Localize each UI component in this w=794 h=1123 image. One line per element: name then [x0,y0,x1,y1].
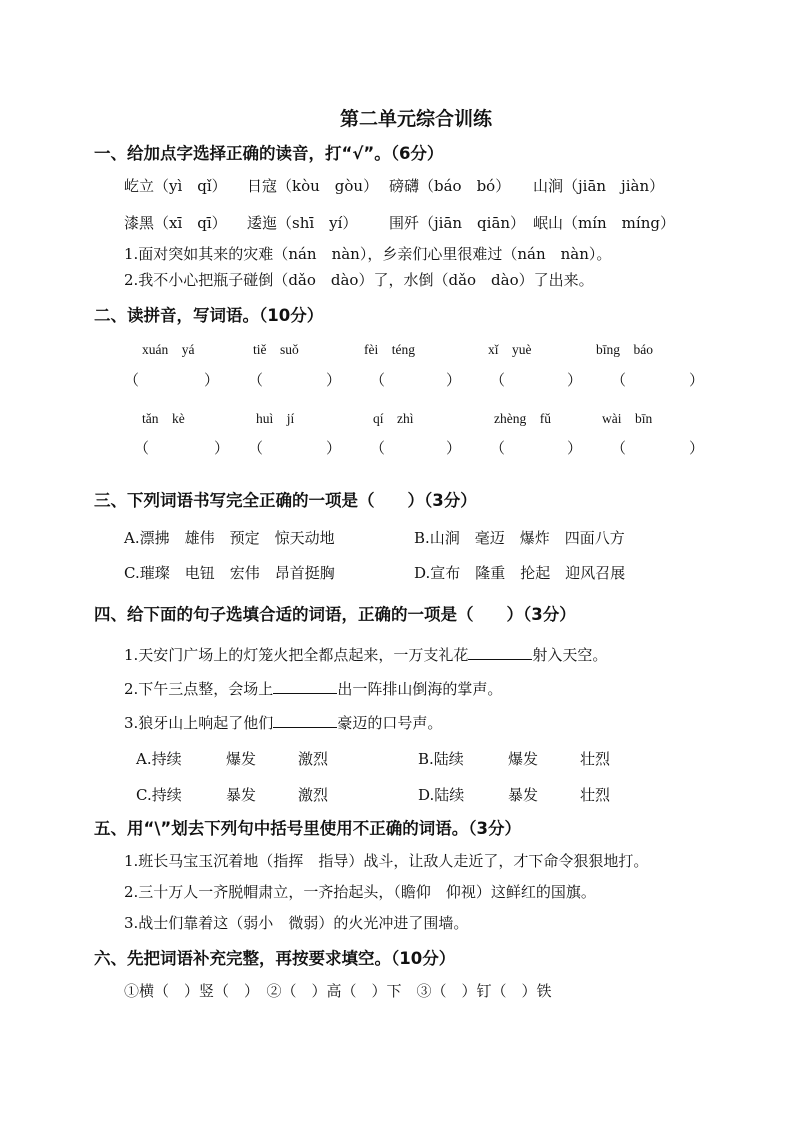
answer-left-paren: （ [611,371,627,389]
option-b-word: 爆发 [508,750,539,768]
option-b-word: B.陆续 [418,750,464,768]
pinyin-label: qí zhì [373,411,414,426]
q2-text: 2.下午三点整，会场上 [124,680,274,698]
s1-item: 逶迤（shī yí） [247,214,358,232]
section-1-heading: 一、给加点字选择正确的读音，打“√”。（6分） [94,144,444,163]
s1-item: 岷山（mín míng） [533,214,675,232]
answer-left-paren: （ [370,371,386,389]
option-c-word: C.持续 [136,786,182,804]
option-d-word: 壮烈 [580,786,611,804]
answer-left-paren: （ [248,371,264,389]
pinyin-label: tǎn kè [142,411,185,426]
answer-left-paren: （ [490,439,506,457]
pinyin-label: wài bīn [602,411,653,426]
answer-left-paren: （ [611,439,627,457]
option-c-word: 暴发 [226,786,257,804]
option-d-word: D.陆续 [418,786,465,804]
answer-right-paren: ） [446,371,462,389]
option-a-word: A.持续 [136,750,182,768]
s4-question-2 [124,678,502,699]
s1-item: 漆黑（xī qī） [124,214,227,232]
s1-sentence: 2.我不小心把瓶子碰倒（dǎo dào）了，水倒（dǎo dào）了出来。 [124,271,594,289]
s1-item: 磅礴（báo bó） [389,177,511,195]
pinyin-label: huì jí [256,411,295,426]
pinyin-label: bīng báo [596,342,653,357]
option-a-word: 爆发 [226,750,257,768]
pinyin-label: fèi téng [364,342,415,357]
answer-left-paren: （ [248,439,264,457]
option-b-word: 壮烈 [580,750,611,768]
option-a-word: 激烈 [298,750,329,768]
s5-sentence: 1.班长马宝玉沉着地（指挥 指导）战斗，让敌人走近了，才下命令狠狠地打。 [124,852,649,870]
fill-blank [273,713,337,728]
q3-text-end: 豪迈的口号声。 [337,714,443,732]
q3-text: 3.狼牙山上响起了他们 [124,714,274,732]
answer-right-paren: ） [204,371,220,389]
answer-right-paren: ） [567,371,583,389]
pinyin-label: zhèng fǔ [494,411,551,426]
q1-text: 1.天安门广场上的灯笼火把全都点起来，一万支礼花 [124,646,469,664]
answer-left-paren: （ [370,439,386,457]
q2-text-end: 出一阵排山倒海的掌声。 [337,680,503,698]
answer-right-paren: ） [567,439,583,457]
section-5-heading: 五、用“\”划去下列句中括号里使用不正确的词语。（3分） [94,819,521,838]
answer-right-paren: ） [689,439,705,457]
s4-question-3 [124,712,442,733]
pinyin-label: xuán yá [142,342,195,357]
option-a: A.漂拂 雄伟 预定 惊天动地 [124,529,335,547]
s1-item: 屹立（yì qǐ） [124,177,227,195]
s1-item: 日寇（kòu gòu） [247,177,379,195]
s4-question-1 [124,644,607,665]
fill-blank [468,645,532,660]
answer-right-paren: ） [214,439,230,457]
answer-right-paren: ） [446,439,462,457]
option-c: C.璀璨 电钮 宏伟 昂首挺胸 [124,564,335,582]
pinyin-label: xǐ yuè [488,342,532,357]
answer-right-paren: ） [326,439,342,457]
answer-left-paren: （ [134,439,150,457]
section-4-heading: 四、给下面的句子选填合适的词语，正确的一项是（ ）（3分） [94,605,576,624]
option-d: D.宣布 隆重 抡起 迎风召展 [414,564,626,582]
section-3-heading: 三、下列词语书写完全正确的一项是（ ）（3分） [94,491,477,510]
option-b: B.山涧 毫迈 爆炸 四面八方 [414,529,625,547]
answer-right-paren: ） [326,371,342,389]
pinyin-label: tiě suǒ [253,342,299,357]
option-c-word: 激烈 [298,786,329,804]
option-d-word: 暴发 [508,786,539,804]
s6-fill-line: ①横（ ）竖（ ） ②（ ）高（ ）下 ③（ ）钉（ ）铁 [124,982,552,1000]
s5-sentence: 3.战士们靠着这（弱小 微弱）的火光冲进了围墙。 [124,914,469,932]
page-title: 第二单元综合训练 [340,108,493,130]
s1-sentence: 1.面对突如其来的灾难（nán nàn），乡亲们心里很难过（nán nàn）。 [124,245,612,263]
answer-left-paren: （ [124,371,140,389]
q1-text-end: 射入天空。 [532,646,608,664]
section-2-heading: 二、读拼音，写词语。（10分） [94,306,324,325]
s1-item: 围歼（jiān qiān） [389,214,526,232]
answer-right-paren: ） [689,371,705,389]
section-6-heading: 六、先把词语补充完整，再按要求填空。（10分） [94,949,456,968]
s5-sentence: 2.三十万人一齐脱帽肃立，一齐抬起头，（瞻仰 仰视）这鲜红的国旗。 [124,883,596,901]
answer-left-paren: （ [490,371,506,389]
fill-blank [273,679,337,694]
s1-item: 山涧（jiān jiàn） [533,177,665,195]
